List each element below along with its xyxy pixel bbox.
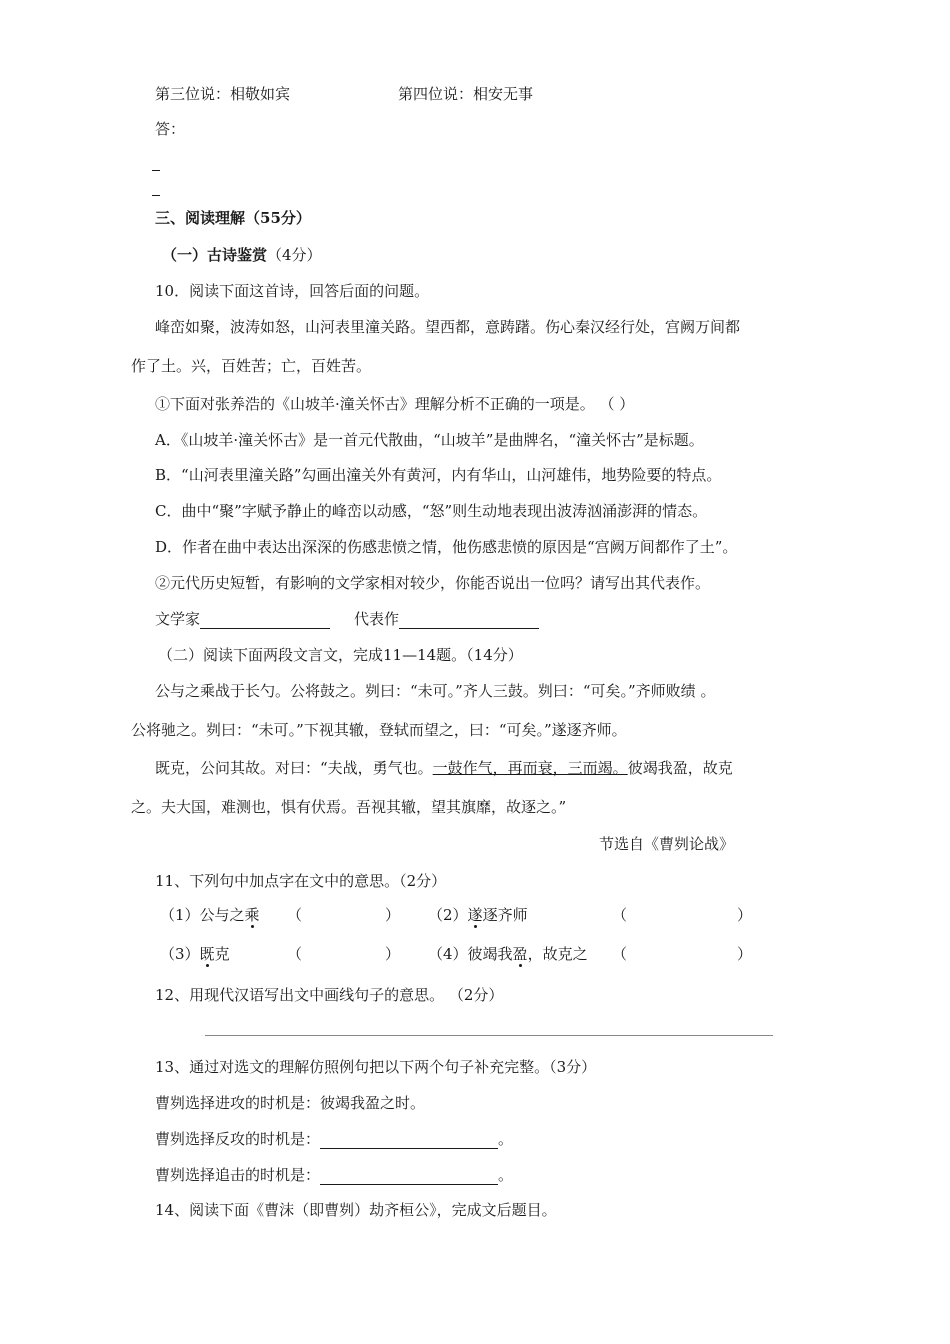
q11-paren-2-close: ） xyxy=(737,906,753,924)
passage-line-2: 公将驰之。刿曰：“未可。”下视其辙，登轼而望之，曰：“可矣。”遂逐齐师。 xyxy=(131,721,627,739)
question-10-2: ②元代历史短暂，有影响的文学家相对较少，你能否说出一位吗？请写出其代表作。 xyxy=(155,574,711,592)
answer-line-1 xyxy=(152,170,160,171)
q13-example: 曹刿选择进攻的时机是：彼竭我盈之时。 xyxy=(155,1094,426,1112)
q11-paren-4-close: ） xyxy=(737,945,753,963)
writer-label: 文学家 xyxy=(155,610,201,628)
q11-item-2: （2）遂逐齐师 xyxy=(428,906,528,924)
option-a: A．《山坡羊·潼关怀古》是一首元代散曲，“山坡羊”是曲牌名，“潼关怀古”是标题。 xyxy=(155,431,704,449)
dotted-char: 盈 xyxy=(512,945,528,963)
q11-paren-1-close: ） xyxy=(385,906,401,924)
passage-line-1: 公与之乘战于长勺。公将鼓之。刿曰：“未可。”齐人三鼓。刿曰：“可矣。”齐师败绩 。 xyxy=(155,682,716,700)
writer-blank[interactable] xyxy=(200,612,330,629)
option-b: B．“山河表里潼关路”勾画出潼关外有黄河，内有华山，山河雄伟，地势险要的特点。 xyxy=(155,466,722,484)
passage-line-4: 之。夫大国，难测也，惧有伏焉。吾视其辙，望其旗靡，故逐之。” xyxy=(131,798,567,816)
option-third-speaker: 第三位说：相敬如宾 xyxy=(155,85,291,103)
question-10-1: ①下面对张养浩的《山坡羊·潼关怀古》理解分析不正确的一项是。 （ ） xyxy=(155,395,635,413)
question-14: 14、阅读下面《曹沫（即曹刿）劫齐桓公》，完成文后题目。 xyxy=(155,1201,557,1219)
subsection-poem xyxy=(162,245,322,265)
section-heading-reading: 三、阅读理解（55分） xyxy=(155,209,311,227)
writer-work-row xyxy=(155,609,539,629)
option-c: C．曲中“聚”字赋予静止的峰峦以动感，“怒”则生动地表现出波涛汹涌澎湃的情态。 xyxy=(155,502,708,520)
work-label: 代表作 xyxy=(354,610,400,628)
dotted-char: 遂 xyxy=(467,906,483,924)
subsection-classical: （二）阅读下面两段文言文，完成11—14题。（14分） xyxy=(158,646,523,664)
q11-paren-3-close: ） xyxy=(385,945,401,963)
q13-pursue-blank[interactable] xyxy=(320,1168,498,1185)
question-11: 11、下列句中加点字在文中的意思。（2分） xyxy=(155,872,447,890)
subsection-poem-score: （4分） xyxy=(267,246,322,264)
passage-source: 节选自《曹刿论战》 xyxy=(599,835,735,853)
question-12: 12、用现代汉语写出文中画线句子的意思。 （2分） xyxy=(155,986,504,1004)
dotted-char: 既 xyxy=(199,945,215,963)
subsection-poem-title: （一）古诗鉴赏 xyxy=(162,246,268,264)
q11-paren-2-open: （ xyxy=(612,906,628,924)
q11-item-4: （4）彼竭我盈，故克之 xyxy=(428,945,588,963)
passage-line-3-post: 彼竭我盈，故克 xyxy=(627,759,733,777)
q11-item-3: （3）既克 xyxy=(160,945,230,963)
question-10: 10．阅读下面这首诗，回答后面的问题。 xyxy=(155,282,430,300)
q12-answer-line[interactable] xyxy=(205,1035,773,1036)
option-fourth-speaker: 第四位说：相安无事 xyxy=(398,85,534,103)
passage-line-3-pre: 既克，公问其故。对曰：“夫战，勇气也。 xyxy=(155,759,433,777)
work-blank[interactable] xyxy=(399,612,539,629)
passage-line-3 xyxy=(155,758,733,778)
q11-paren-3-open: （ xyxy=(287,945,303,963)
answer-line-2 xyxy=(152,195,160,196)
poem-line-1: 峰峦如聚，波涛如怒，山河表里潼关路。望西都，意踌躇。伤心秦汉经行处，宫阙万间都 xyxy=(155,318,741,336)
q13-pursue-row: 曹刿选择追击的时机是： 。 xyxy=(155,1166,514,1184)
question-13: 13、通过对选文的理解仿照例句把以下两个句子补充完整。（3分） xyxy=(155,1058,597,1076)
poem-line-2: 作了土。兴，百姓苦；亡，百姓苦。 xyxy=(131,357,372,375)
answer-label: 答： xyxy=(155,120,186,138)
underlined-sentence: 一鼓作气，再而衰，三而竭。 xyxy=(432,759,628,777)
q11-paren-4-open: （ xyxy=(612,945,628,963)
q13-counter-row: 曹刿选择反攻的时机是： 。 xyxy=(155,1130,514,1148)
option-d: D．作者在曲中表达出深深的伤感悲愤之情，他伤感悲愤的原因是“宫阙万间都作了土”。 xyxy=(155,538,738,556)
q11-item-1: （1）公与之乘 xyxy=(160,906,260,924)
q13-counter-blank[interactable] xyxy=(320,1132,498,1149)
dotted-char: 乘 xyxy=(244,906,260,924)
q11-paren-1-open: （ xyxy=(287,906,303,924)
